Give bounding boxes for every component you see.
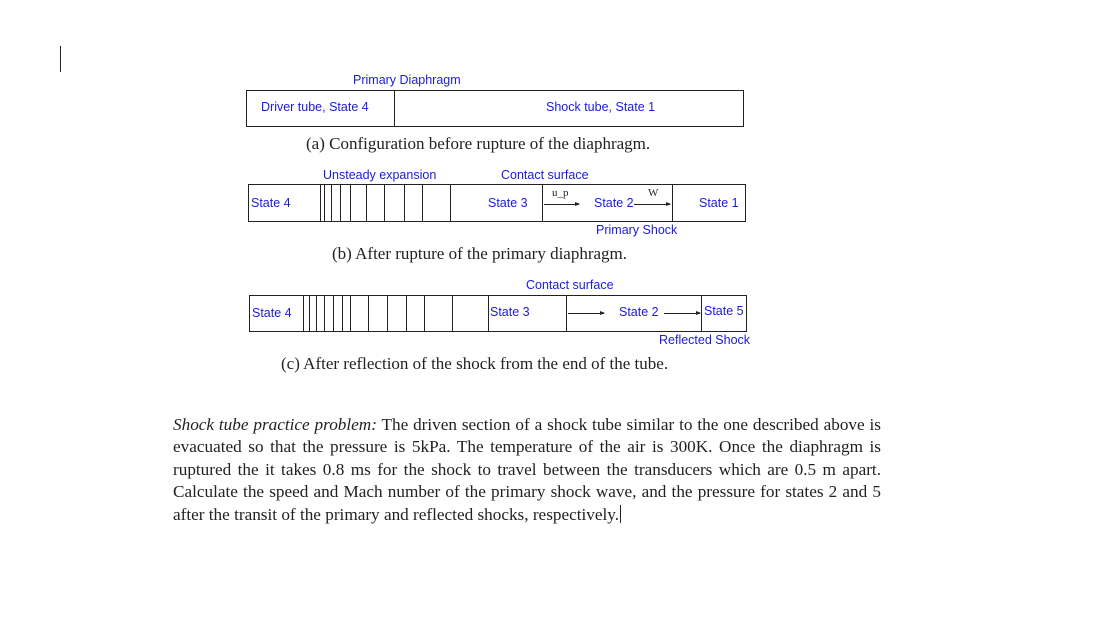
expansion-line bbox=[316, 295, 317, 332]
caption-a: (a) Configuration before rupture of the diaphragm. bbox=[306, 134, 651, 153]
primary-shock-label: Primary Shock bbox=[596, 223, 678, 237]
expansion-line bbox=[406, 295, 407, 332]
state4-label-b: State 4 bbox=[251, 196, 291, 210]
expansion-line bbox=[324, 295, 325, 332]
caption-c: (c) After reflection of the shock from the end of the tube. bbox=[281, 354, 669, 373]
primary-diaphragm-label: Primary Diaphragm bbox=[353, 73, 461, 87]
state4-label-c: State 4 bbox=[252, 306, 292, 320]
expansion-line bbox=[342, 295, 343, 332]
expansion-line bbox=[324, 184, 325, 222]
expansion-line bbox=[384, 184, 385, 222]
problem-title: Shock tube practice problem: bbox=[173, 415, 377, 434]
expansion-line bbox=[309, 295, 310, 332]
primary-shock-line bbox=[672, 184, 673, 222]
driver-tube-label: Driver tube, State 4 bbox=[261, 100, 369, 114]
expansion-line bbox=[340, 184, 341, 222]
reflected-arrow-c bbox=[664, 313, 700, 314]
state2-label-c: State 2 bbox=[619, 305, 659, 319]
reflected-shock-line bbox=[701, 295, 702, 332]
expansion-line bbox=[350, 184, 351, 222]
contact-surface-line-b bbox=[542, 184, 543, 222]
caption-b: (b) After rupture of the primary diaphragm. bbox=[332, 244, 628, 263]
w-arrow bbox=[634, 204, 670, 205]
text-cursor bbox=[60, 46, 61, 72]
expansion-line bbox=[350, 295, 351, 332]
w-label: W bbox=[648, 187, 659, 199]
expansion-line bbox=[424, 295, 425, 332]
state5-label-c: State 5 bbox=[704, 304, 744, 318]
expansion-line bbox=[387, 295, 388, 332]
reflected-shock-label: Reflected Shock bbox=[659, 333, 751, 347]
expansion-line bbox=[303, 295, 304, 332]
expansion-line bbox=[366, 184, 367, 222]
state3-label-c: State 3 bbox=[490, 305, 530, 319]
expansion-line bbox=[422, 184, 423, 222]
contact-surface-label-c: Contact surface bbox=[526, 278, 614, 292]
expansion-line bbox=[452, 295, 453, 332]
contact-surface-label-b: Contact surface bbox=[501, 168, 589, 182]
expansion-line bbox=[320, 184, 321, 222]
up-label: u_p bbox=[552, 187, 569, 199]
state3-left-line bbox=[488, 295, 489, 332]
shock-tube-label: Shock tube, State 1 bbox=[546, 100, 656, 114]
expansion-line bbox=[333, 295, 334, 332]
diaphragm-line bbox=[394, 90, 395, 127]
problem-paragraph[interactable] bbox=[173, 414, 881, 526]
expansion-line bbox=[331, 184, 332, 222]
contact-surface-line-c bbox=[566, 295, 567, 332]
contact-arrow-c bbox=[568, 313, 604, 314]
problem-body: The driven section of a shock tube similar to the one described above is evacuated so that the pressure is 5kPa. The temperature of the air is 300K. Once the diaphragm is ruptured the it takes 0.8 ms for the shock to travel between the transducers which are 0.5 m apart. Calculate the speed and Mach number of the primary shock wave, and the pressure for states 2 and 5 after the transit of the primary and reflected shocks, respectively. bbox=[173, 415, 881, 524]
expansion-line bbox=[404, 184, 405, 222]
state3-label-b: State 3 bbox=[488, 196, 528, 210]
text-cursor-end bbox=[620, 505, 621, 523]
expansion-line bbox=[450, 184, 451, 222]
state1-label-b: State 1 bbox=[699, 196, 739, 210]
expansion-line bbox=[368, 295, 369, 332]
unsteady-expansion-label: Unsteady expansion bbox=[323, 168, 437, 182]
up-arrow bbox=[544, 204, 579, 205]
state2-label-b: State 2 bbox=[594, 196, 634, 210]
